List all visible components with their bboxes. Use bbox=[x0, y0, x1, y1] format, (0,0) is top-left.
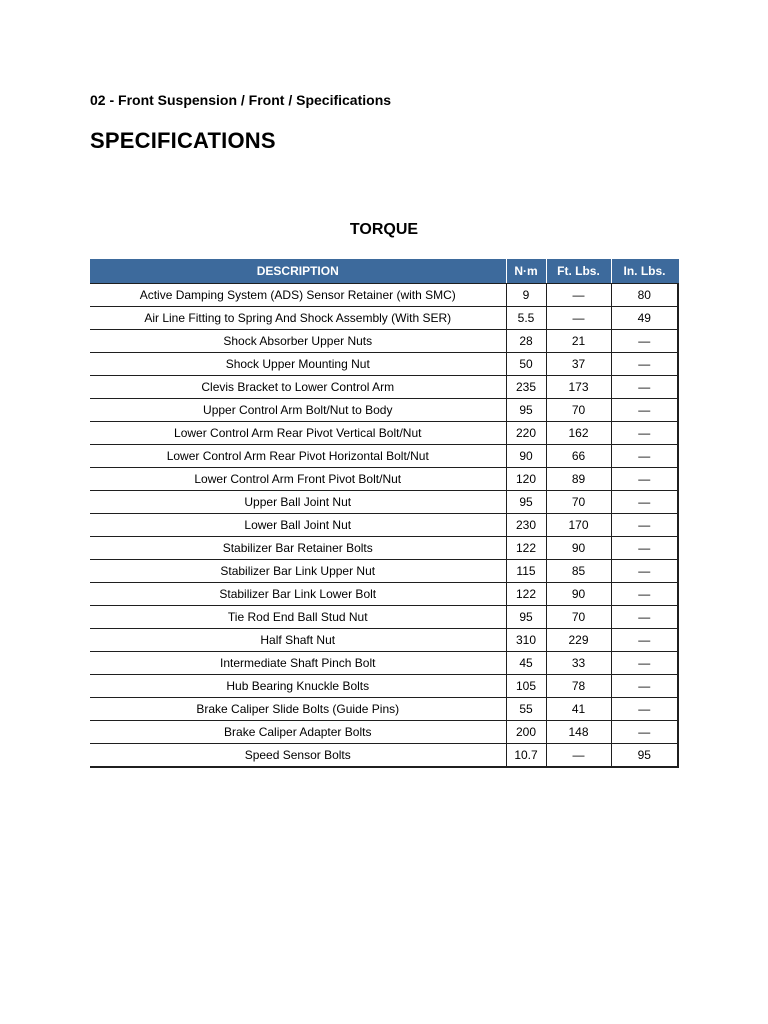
description-cell: Active Damping System (ADS) Sensor Retainer (with SMC) bbox=[90, 284, 506, 307]
in-lbs-cell: — bbox=[611, 675, 678, 698]
table-header-row bbox=[90, 259, 678, 284]
column-header-in-lbs: In. Lbs. bbox=[611, 259, 678, 284]
in-lbs-cell: — bbox=[611, 376, 678, 399]
in-lbs-cell: — bbox=[611, 330, 678, 353]
nm-cell: 9 bbox=[506, 284, 546, 307]
nm-cell: 45 bbox=[506, 652, 546, 675]
description-cell: Hub Bearing Knuckle Bolts bbox=[90, 675, 506, 698]
description-cell: Clevis Bracket to Lower Control Arm bbox=[90, 376, 506, 399]
description-cell: Brake Caliper Slide Bolts (Guide Pins) bbox=[90, 698, 506, 721]
in-lbs-cell: — bbox=[611, 629, 678, 652]
nm-cell: 115 bbox=[506, 560, 546, 583]
in-lbs-cell: — bbox=[611, 468, 678, 491]
table-row bbox=[90, 675, 678, 698]
table-row bbox=[90, 307, 678, 330]
in-lbs-cell: — bbox=[611, 698, 678, 721]
ft-lbs-cell: 21 bbox=[546, 330, 611, 353]
ft-lbs-cell: 70 bbox=[546, 606, 611, 629]
description-cell: Half Shaft Nut bbox=[90, 629, 506, 652]
in-lbs-cell: — bbox=[611, 353, 678, 376]
nm-cell: 230 bbox=[506, 514, 546, 537]
table-row bbox=[90, 698, 678, 721]
table-row bbox=[90, 652, 678, 675]
table-body bbox=[90, 284, 678, 768]
page-title: SPECIFICATIONS bbox=[90, 128, 276, 153]
nm-cell: 5.5 bbox=[506, 307, 546, 330]
nm-cell: 200 bbox=[506, 721, 546, 744]
ft-lbs-cell: 66 bbox=[546, 445, 611, 468]
ft-lbs-cell: 85 bbox=[546, 560, 611, 583]
ft-lbs-cell: 70 bbox=[546, 399, 611, 422]
in-lbs-cell: 49 bbox=[611, 307, 678, 330]
in-lbs-cell: — bbox=[611, 514, 678, 537]
ft-lbs-cell: 41 bbox=[546, 698, 611, 721]
in-lbs-cell: — bbox=[611, 583, 678, 606]
ft-lbs-cell: 90 bbox=[546, 537, 611, 560]
description-cell: Stabilizer Bar Retainer Bolts bbox=[90, 537, 506, 560]
nm-cell: 55 bbox=[506, 698, 546, 721]
table-row bbox=[90, 468, 678, 491]
description-cell: Shock Upper Mounting Nut bbox=[90, 353, 506, 376]
in-lbs-cell: — bbox=[611, 537, 678, 560]
table-row bbox=[90, 583, 678, 606]
nm-cell: 105 bbox=[506, 675, 546, 698]
nm-cell: 220 bbox=[506, 422, 546, 445]
nm-cell: 95 bbox=[506, 606, 546, 629]
table-row bbox=[90, 629, 678, 652]
ft-lbs-cell: 37 bbox=[546, 353, 611, 376]
table-row bbox=[90, 376, 678, 399]
description-cell: Lower Ball Joint Nut bbox=[90, 514, 506, 537]
ft-lbs-cell: 90 bbox=[546, 583, 611, 606]
nm-cell: 95 bbox=[506, 491, 546, 514]
torque-table-title: TORQUE bbox=[349, 221, 419, 238]
description-cell: Shock Absorber Upper Nuts bbox=[90, 330, 506, 353]
table-row bbox=[90, 330, 678, 353]
table-row bbox=[90, 560, 678, 583]
column-header-ft-lbs: Ft. Lbs. bbox=[546, 259, 611, 284]
description-cell: Upper Control Arm Bolt/Nut to Body bbox=[90, 399, 506, 422]
nm-cell: 95 bbox=[506, 399, 546, 422]
ft-lbs-cell: 89 bbox=[546, 468, 611, 491]
table-row bbox=[90, 721, 678, 744]
ft-lbs-cell: 162 bbox=[546, 422, 611, 445]
ft-lbs-cell: 170 bbox=[546, 514, 611, 537]
nm-cell: 120 bbox=[506, 468, 546, 491]
description-cell: Brake Caliper Adapter Bolts bbox=[90, 721, 506, 744]
ft-lbs-cell: — bbox=[546, 744, 611, 768]
ft-lbs-cell: 33 bbox=[546, 652, 611, 675]
nm-cell: 122 bbox=[506, 537, 546, 560]
in-lbs-cell: — bbox=[611, 491, 678, 514]
in-lbs-cell: 80 bbox=[611, 284, 678, 307]
ft-lbs-cell: 173 bbox=[546, 376, 611, 399]
table-row bbox=[90, 284, 678, 307]
ft-lbs-cell: 148 bbox=[546, 721, 611, 744]
nm-cell: 10.7 bbox=[506, 744, 546, 768]
torque-spec-table bbox=[90, 259, 679, 768]
description-cell: Stabilizer Bar Link Lower Bolt bbox=[90, 583, 506, 606]
description-cell: Lower Control Arm Rear Pivot Horizontal Bolt/Nut bbox=[90, 445, 506, 468]
column-header-description: DESCRIPTION bbox=[90, 259, 506, 284]
column-header-nm: N·m bbox=[506, 259, 546, 284]
ft-lbs-cell: — bbox=[546, 307, 611, 330]
description-cell: Tie Rod End Ball Stud Nut bbox=[90, 606, 506, 629]
description-cell: Speed Sensor Bolts bbox=[90, 744, 506, 768]
nm-cell: 310 bbox=[506, 629, 546, 652]
description-cell: Lower Control Arm Rear Pivot Vertical Bolt/Nut bbox=[90, 422, 506, 445]
nm-cell: 50 bbox=[506, 353, 546, 376]
table-row bbox=[90, 537, 678, 560]
description-cell: Lower Control Arm Front Pivot Bolt/Nut bbox=[90, 468, 506, 491]
in-lbs-cell: — bbox=[611, 445, 678, 468]
description-cell: Intermediate Shaft Pinch Bolt bbox=[90, 652, 506, 675]
table-row bbox=[90, 422, 678, 445]
in-lbs-cell: — bbox=[611, 721, 678, 744]
in-lbs-cell: — bbox=[611, 560, 678, 583]
table-row bbox=[90, 744, 678, 768]
ft-lbs-cell: 70 bbox=[546, 491, 611, 514]
in-lbs-cell: 95 bbox=[611, 744, 678, 768]
description-cell: Upper Ball Joint Nut bbox=[90, 491, 506, 514]
nm-cell: 90 bbox=[506, 445, 546, 468]
ft-lbs-cell: 229 bbox=[546, 629, 611, 652]
table-row bbox=[90, 445, 678, 468]
table-row bbox=[90, 491, 678, 514]
nm-cell: 122 bbox=[506, 583, 546, 606]
nm-cell: 28 bbox=[506, 330, 546, 353]
ft-lbs-cell: — bbox=[546, 284, 611, 307]
breadcrumb: 02 - Front Suspension / Front / Specifications bbox=[90, 92, 392, 108]
nm-cell: 235 bbox=[506, 376, 546, 399]
table-row bbox=[90, 514, 678, 537]
in-lbs-cell: — bbox=[611, 399, 678, 422]
in-lbs-cell: — bbox=[611, 652, 678, 675]
ft-lbs-cell: 78 bbox=[546, 675, 611, 698]
table-row bbox=[90, 399, 678, 422]
table-row bbox=[90, 353, 678, 376]
in-lbs-cell: — bbox=[611, 606, 678, 629]
description-cell: Stabilizer Bar Link Upper Nut bbox=[90, 560, 506, 583]
table-row bbox=[90, 606, 678, 629]
description-cell: Air Line Fitting to Spring And Shock Assembly (With SER) bbox=[90, 307, 506, 330]
in-lbs-cell: — bbox=[611, 422, 678, 445]
